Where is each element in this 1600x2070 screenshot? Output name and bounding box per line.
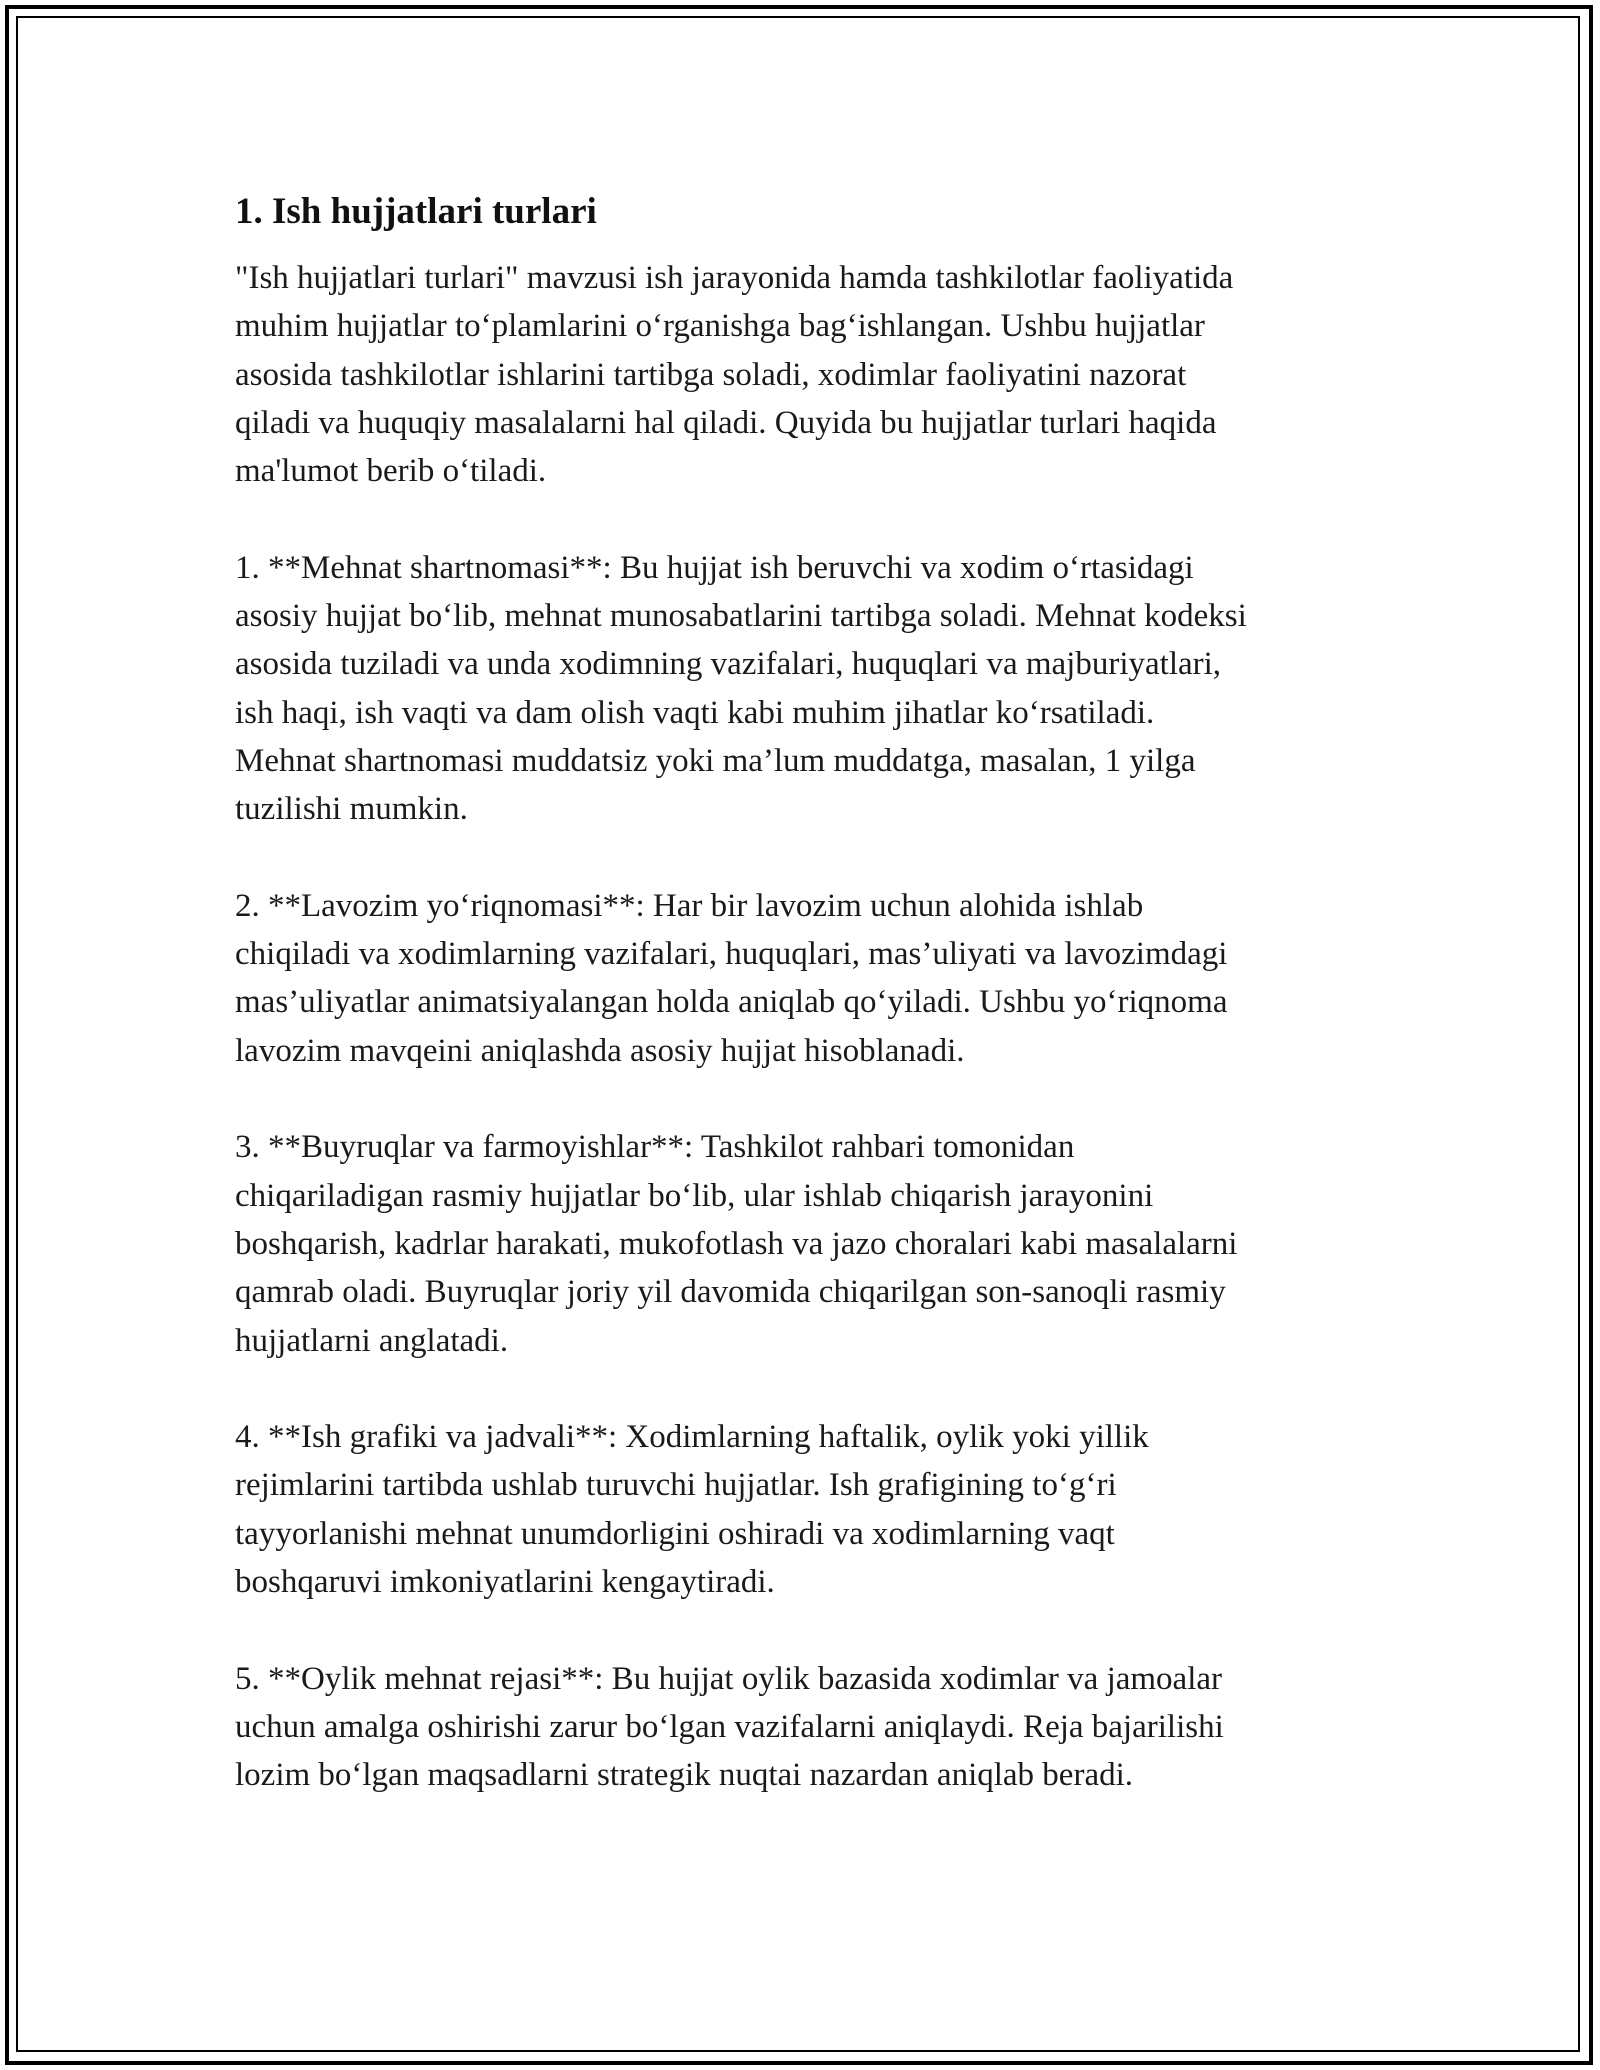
- list-item-ish-grafiki: 4. **Ish grafiki va jadvali**: Xodimlarning haftalik, oylik yoki yillik rejimlarini tartibda ushlab turuvchi hujjatlar. Ish grafigining to‘g‘ri tayyorlanishi mehnat unumdorligini oshiradi va xodimlarning vaqt boshqaruvi imkoniyatlarini kengaytiradi.: [235, 1419, 1149, 1601]
- document-title: 1. Ish hujjatlari turlari: [235, 191, 597, 232]
- document-body: [235, 188, 1385, 1800]
- intro-paragraph: "Ish hujjatlari turlari" mavzusi ish jarayonida hamda tashkilotlar faoliyatida muhim hujjatlar to‘plamlarini o‘rganishga bag‘ishlangan. Ushbu hujjatlar asosida tashkilotlar ishlarini tartibga soladi, xodimlar faoliyatini nazorat qiladi va huquqiy masalalarni hal qiladi. Quyida bu hujjatlar turlari haqida ma'lumot berib o‘tiladi.: [235, 260, 1234, 490]
- list-item-lavozim-yoriqnomasi: 2. **Lavozim yo‘riqnomasi**: Har bir lavozim uchun alohida ishlab chiqiladi va xodimlarning vazifalari, huquqlari, mas’uliyati va lavozimdagi mas’uliyatlar animatsiyalangan holda aniqlab qo‘yiladi. Ushbu yo‘riqnoma lavozim mavqeini aniqlashda asosiy hujjat hisoblanadi.: [235, 887, 1228, 1069]
- list-item-oylik-rejasi: 5. **Oylik mehnat rejasi**: Bu hujjat oylik bazasida xodimlar va jamoalar uchun amalga oshirishi zarur bo‘lgan vazifalarni aniqlaydi. Reja bajarilishi lozim bo‘lgan maqsadlarni strategik nuqtai nazardan aniqlab beradi.: [235, 1660, 1224, 1794]
- list-item-mehnat-shartnomasi: 1. **Mehnat shartnomasi**: Bu hujjat ish beruvchi va xodim o‘rtasidagi asosiy hujjat bo‘lib, mehnat munosabatlarini tartibga soladi. Mehnat kodeksi asosida tuziladi va unda xodimning vazifalari, huquqlari va majburiyatlari, ish haqi, ish vaqti va dam olish vaqti kabi muhim jihatlar ko‘rsatiladi. Mehnat shartnomasi muddatsiz yoki ma’lum muddatga, masalan, 1 yilga tuzilishi mumkin.: [235, 549, 1247, 828]
- list-item-buyruqlar: 3. **Buyruqlar va farmoyishlar**: Tashkilot rahbari tomonidan chiqariladigan rasmiy hujjatlar bo‘lib, ular ishlab chiqarish jarayonini boshqarish, kadrlar harakati, mukofotlash va jazo choralari kabi masalalarni qamrab oladi. Buyruqlar joriy yil davomida chiqarilgan son-sanoqli rasmiy hujjatlarni anglatadi.: [235, 1129, 1238, 1359]
